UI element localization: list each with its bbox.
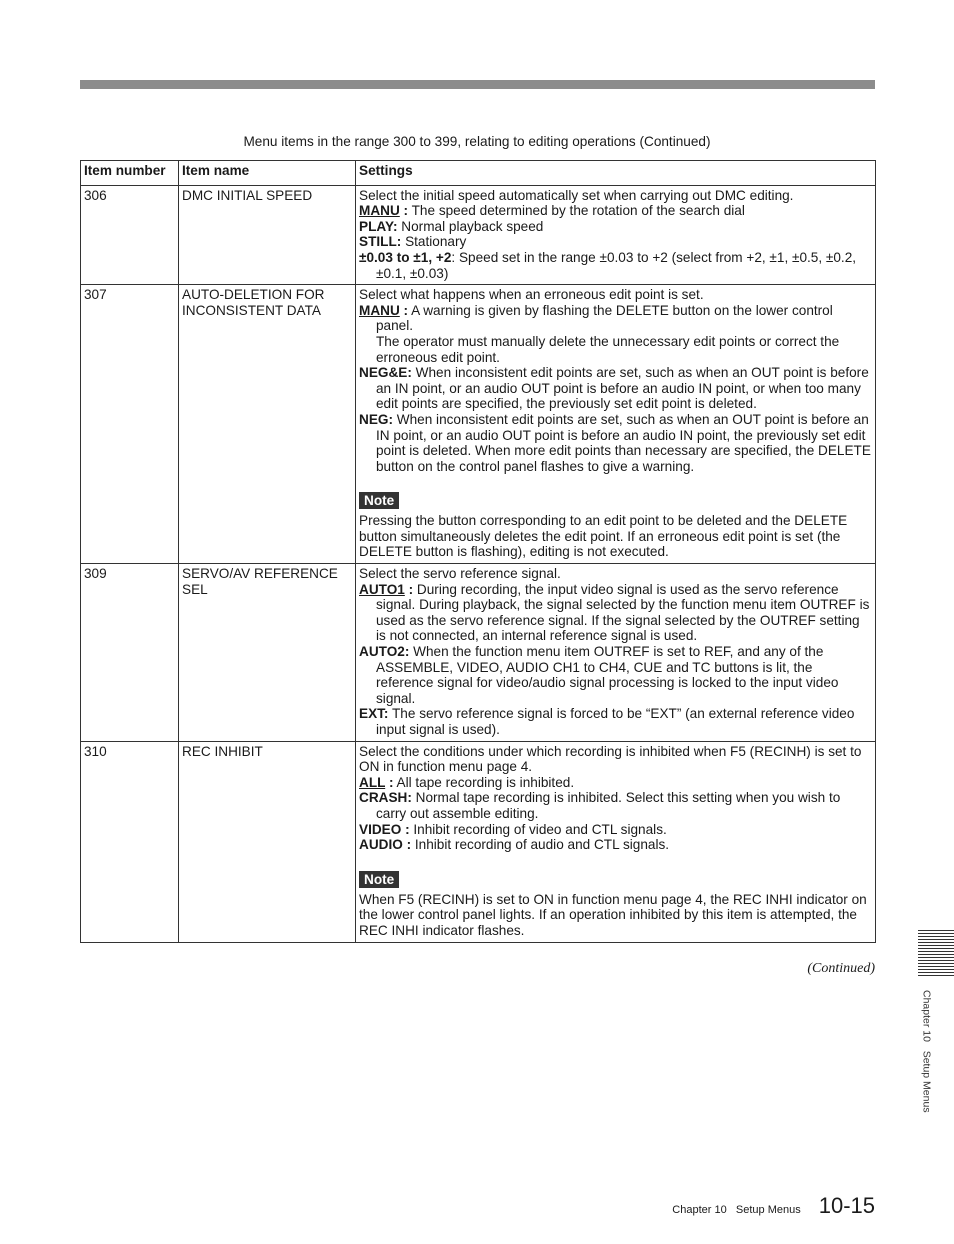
- table-row: [81, 564, 876, 742]
- settings-cell: [356, 285, 876, 564]
- setting-option: [359, 234, 872, 250]
- setting-option: [359, 203, 872, 219]
- item-name: SERVO/AV REFERENCE SEL: [179, 564, 356, 742]
- option-text: During recording, the input video signal is used as the servo reference signal. During playback, the signal selected by the function menu item OUTREF is used as the servo reference signal. If the signal selected by the OUTREF setting is not connected, an internal reference signal is used.: [376, 581, 870, 644]
- continued-label: (Continued): [807, 961, 875, 976]
- item-number: 307: [81, 285, 179, 564]
- setting-option: [359, 219, 872, 235]
- note-badge: Note: [359, 492, 399, 509]
- option-key: ±0.03 to ±1, +2: [359, 249, 452, 265]
- option-text: : Speed set in the range ±0.03 to +2 (select from +2, ±1, ±0.5, ±0.2, ±0.1, ±0.03): [376, 249, 857, 281]
- note-text: When F5 (RECINH) is set to ON in function menu page 4, the REC INHI indicator on the lower control panel lights. If an operation inhibited by this item is attempted, the REC INHI indicator flashes.: [359, 891, 867, 938]
- option-key: MANU :: [359, 302, 409, 318]
- setting-option: [359, 412, 872, 474]
- option-text: When inconsistent edit points are set, such as when an OUT point is before an IN point, or an audio OUT point is before an audio IN point, the previously set edit point is deleted. When more edit points than necessary are specified, the DELETE button on the control panel flashes to give a warning.: [376, 411, 871, 474]
- option-key: NEG:: [359, 411, 393, 427]
- option-key: AUDIO :: [359, 837, 412, 853]
- setting-option: [359, 582, 872, 644]
- setting-option: [359, 790, 872, 821]
- setting-option: [359, 365, 872, 412]
- option-key: VIDEO :: [359, 821, 410, 837]
- option-key: PLAY:: [359, 218, 398, 234]
- settings-cell: [356, 185, 876, 285]
- item-number: 310: [81, 741, 179, 942]
- table-row: [81, 741, 876, 942]
- settings-intro: Select what happens when an erroneous edit point is set.: [359, 287, 704, 303]
- table-row: [81, 185, 876, 285]
- item-name: REC INHIBIT: [179, 741, 356, 942]
- note-badge: Note: [359, 871, 399, 888]
- setting-option: [359, 706, 872, 737]
- option-text: Inhibit recording of audio and CTL signals.: [411, 837, 670, 853]
- item-name: AUTO-DELETION FOR INCONSISTENT DATA: [179, 285, 356, 564]
- option-key: ALL :: [359, 774, 394, 790]
- setting-option: [359, 303, 872, 334]
- table-header-row: [81, 161, 876, 186]
- option-key: AUTO2:: [359, 644, 410, 660]
- option-text: Inhibit recording of video and CTL signals.: [409, 821, 667, 837]
- page-number: 10-15: [818, 1193, 875, 1218]
- chapter-thumb-index: [918, 930, 954, 977]
- settings-intro: Select the initial speed automatically set when carrying out DMC editing.: [359, 187, 794, 203]
- item-number: 306: [81, 185, 179, 285]
- option-key: MANU :: [359, 203, 409, 219]
- option-text: Stationary: [401, 234, 467, 250]
- settings-intro: Select the conditions under which recording is inhibited when F5 (RECINH) is set to ON in function menu page 4.: [359, 743, 862, 775]
- setting-option: [359, 837, 872, 853]
- option-text: The speed determined by the rotation of the search dial: [408, 203, 745, 219]
- option-key: STILL:: [359, 234, 402, 250]
- settings-cell: [356, 564, 876, 742]
- option-text: The servo reference signal is forced to be “EXT” (an external reference video input signal is used).: [376, 706, 855, 737]
- option-text: All tape recording is inhibited.: [393, 774, 575, 790]
- option-text: When the function menu item OUTREF is set to REF, and any of the ASSEMBLE, VIDEO, AUDIO CH1 to CH4, CUE and TC buttons is lit, the reference signal for video/audio signal processing is locked to the input video signal.: [376, 644, 839, 706]
- table-caption: Menu items in the range 300 to 399, relating to editing operations (Continued): [243, 134, 711, 149]
- settings-intro: Select the servo reference signal.: [359, 566, 561, 582]
- option-text: A warning is given by flashing the DELETE button on the lower control panel.: [376, 302, 833, 334]
- header-item-name: Item name: [179, 161, 356, 186]
- note-text: Pressing the button corresponding to an edit point to be deleted and the DELETE button simultaneously deletes the edit point. If an erroneous edit point is set (the DELETE button is flashing), editing is not executed.: [359, 513, 848, 560]
- option-extra-text: The operator must manually delete the unnecessary edit points or correct the erroneous edit point.: [376, 333, 840, 365]
- header-item-number: Item number: [81, 161, 179, 186]
- header-settings: Settings: [356, 161, 876, 186]
- page-footer: [672, 1193, 875, 1219]
- menu-items-table: [80, 160, 876, 943]
- settings-cell: [356, 741, 876, 942]
- option-key: NEG&E:: [359, 365, 412, 381]
- setting-option: [359, 775, 872, 791]
- option-text: Normal playback speed: [397, 218, 544, 234]
- option-key: CRASH:: [359, 790, 412, 806]
- item-name: DMC INITIAL SPEED: [179, 185, 356, 285]
- setting-option: [359, 250, 872, 281]
- header-rule: [80, 80, 875, 89]
- setting-option: [359, 822, 872, 838]
- side-chapter-tab: Chapter 10 Setup Menus: [920, 990, 933, 1113]
- table-row: [81, 285, 876, 564]
- footer-chapter: Chapter 10 Setup Menus: [672, 1204, 801, 1216]
- option-key: AUTO1 :: [359, 581, 414, 597]
- option-key: EXT:: [359, 706, 389, 722]
- setting-option: [359, 644, 872, 706]
- option-text: When inconsistent edit points are set, such as when an OUT point is before an IN point, or an audio OUT point is before an audio IN point, or when too many edit points are specified, the previously set edit point is deleted.: [376, 365, 869, 412]
- option-text: Normal tape recording is inhibited. Select this setting when you wish to carry out assemble editing.: [376, 790, 841, 821]
- item-number: 309: [81, 564, 179, 742]
